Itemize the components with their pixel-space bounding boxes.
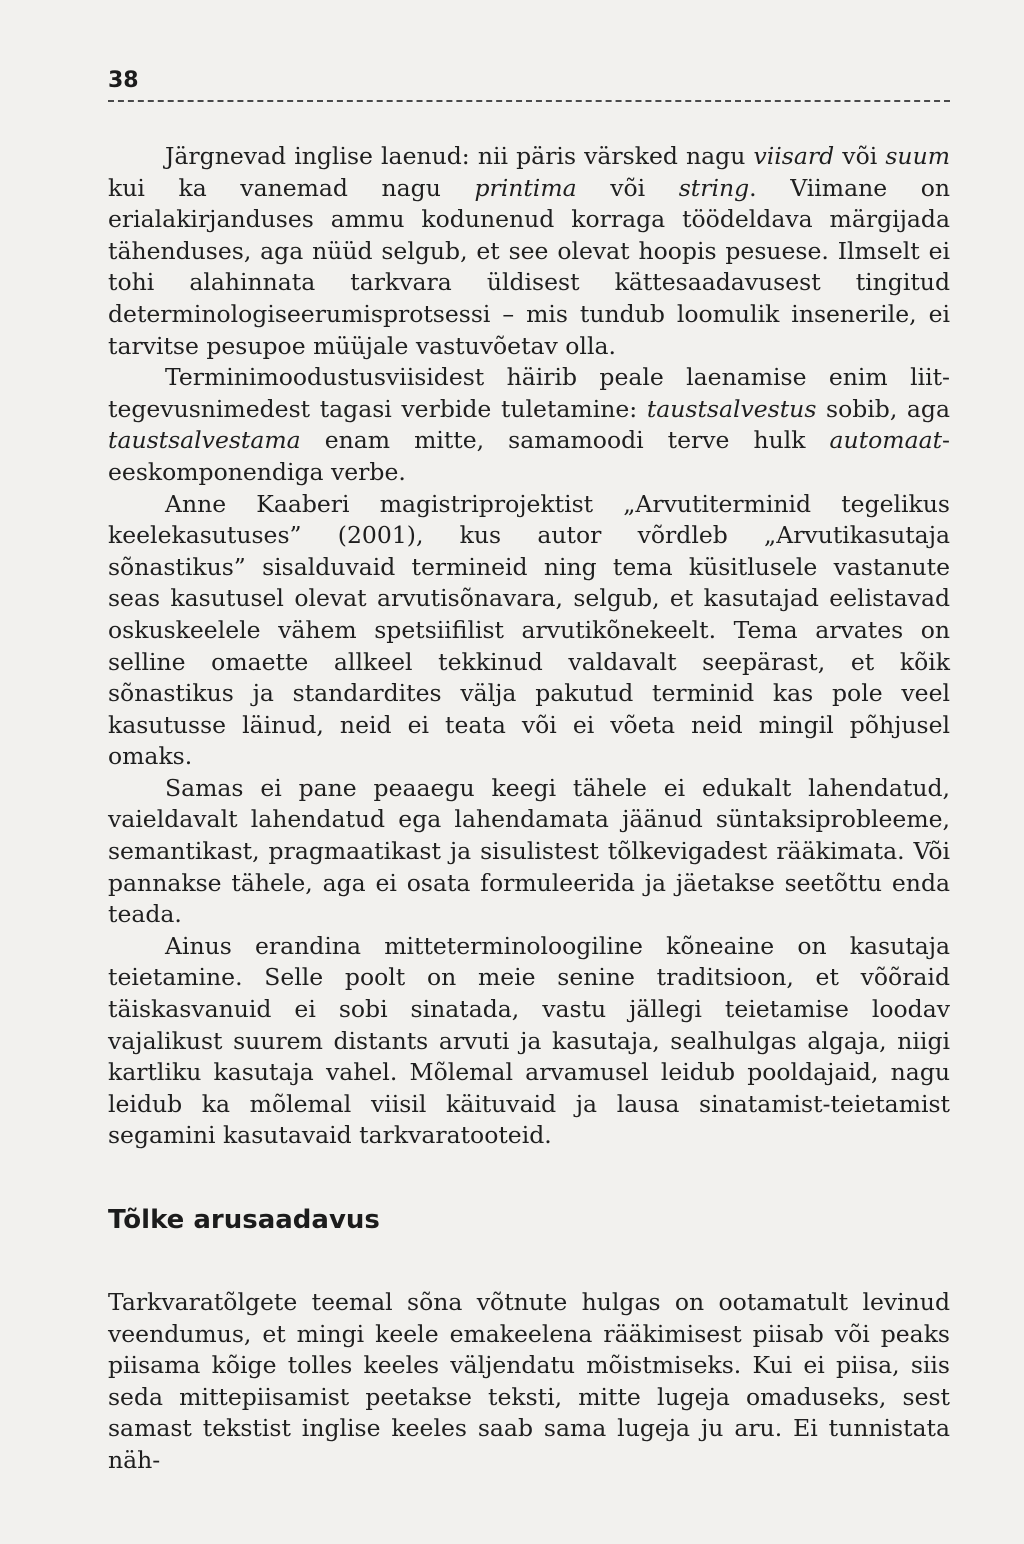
- section-heading: Tõlke arusaadavus: [108, 1205, 380, 1235]
- italic-term: taustsalvestus: [646, 394, 817, 423]
- paragraph: [108, 489, 950, 773]
- paragraph: [108, 362, 950, 488]
- paragraph: [108, 1287, 950, 1477]
- italic-term: taustsalvestama: [108, 426, 301, 455]
- paragraph: [108, 931, 950, 1152]
- italic-term: automaat: [829, 426, 943, 455]
- page-number: 38: [108, 68, 139, 93]
- italic-term: string: [678, 173, 750, 202]
- text-run: sobib, aga: [816, 394, 950, 423]
- paragraph: [108, 141, 950, 362]
- text-run: või: [834, 142, 886, 170]
- text-run: Terminimoodustusviisidest häirib peale laenamise enim liit-tegevusnimedest tagasi verbide tuletamine:: [108, 363, 950, 423]
- text-run: Järgnevad inglise laenud: nii päris värsked nagu: [165, 142, 754, 170]
- italic-term: suum: [885, 142, 950, 170]
- text-run: Samas ei pane peaaegu keegi tähele ei edukalt lahendatud, vaieldavalt lahendatud ega lahendamata jäänud süntaksiprobleeme, semantikast, pragmaatikast ja sisulistest tõlkevigadest rääkimata. Või pannakse tähele, aga ei osata formuleerida ja jäetakse seetõttu enda teada.: [108, 773, 950, 929]
- text-run: või: [576, 173, 679, 202]
- text-run: kui ka vanemad nagu: [108, 173, 475, 202]
- header-rule: [108, 100, 950, 102]
- italic-term: printima: [474, 173, 577, 202]
- text-run: Anne Kaaberi magistriprojektist „Arvutiterminid tegelikus keelekasutuses” (2001), kus autor võrdleb „Arvutikasutaja sõnastikus” sisalduvaid termineid ning tema küsitlusele vastanute seas kasutusel olevat arvutisõnavara, selgub, et kasutajad eelistavad oskuskeelele vähem spetsiifilist arvutikõnekeelt. Tema arvates on selline omaette allkeel tekkinud valdavalt seepärast, et kõik sõnastikus ja standardites välja pakutud terminid kas pole veel kasutusse läinud, neid ei teata või ei võeta neid mingil põhjusel omaks.: [108, 489, 950, 771]
- text-run: enam mitte, samamoodi terve hulk: [300, 426, 830, 455]
- paragraph: [108, 773, 950, 931]
- text-run: -eeskomponendiga verbe.: [108, 426, 950, 486]
- italic-term: viisard: [753, 142, 835, 170]
- body-text: [108, 141, 950, 1477]
- text-run: . Viimane on erialakirjanduses ammu kodunenud korraga töödeldava märgijada tähenduses, aga nüüd selgub, et see olevat hoopis pesuese. Ilmselt ei tohi alahinnata tarkvara üldisest kättesaadavusest tingitud determinologiseerumisprotsessi – mis tundub loomulik insenerile, ei tarvitse pesupoe müüjale vastuvõetav olla.: [108, 173, 950, 360]
- text-run: Tarkvaratõlgete teemal sõna võtnute hulgas on ootamatult levinud veendumus, et mingi keele emakeelena rääkimisest piisab või peaks piisama kõige tolles keeles väljendatu mõistmiseks. Kui ei piisa, siis seda mittepiisamist peetakse teksti, mitte lugeja omaduseks, sest samast tekstist inglise keeles saab sama lugeja ju aru. Ei tunnistata näh-: [108, 1288, 950, 1474]
- text-run: Ainus erandina mitteterminoloogiline kõneaine on kasutaja teietamine. Selle poolt on meie senine traditsioon, et võõraid täiskasvanuid ei sobi sinatada, vastu jällegi teietamise loodav vajalikust suurem distants arvuti ja kasutaja, sealhulgas algaja, niigi kartliku kasutaja vahel. Mõlemal arvamusel leidub pooldajaid, nagu leidub ka mõlemal viisil käituvaid ja lausa sinatamist-teietamist segamini kasutavaid tarkvaratooteid.: [108, 931, 950, 1150]
